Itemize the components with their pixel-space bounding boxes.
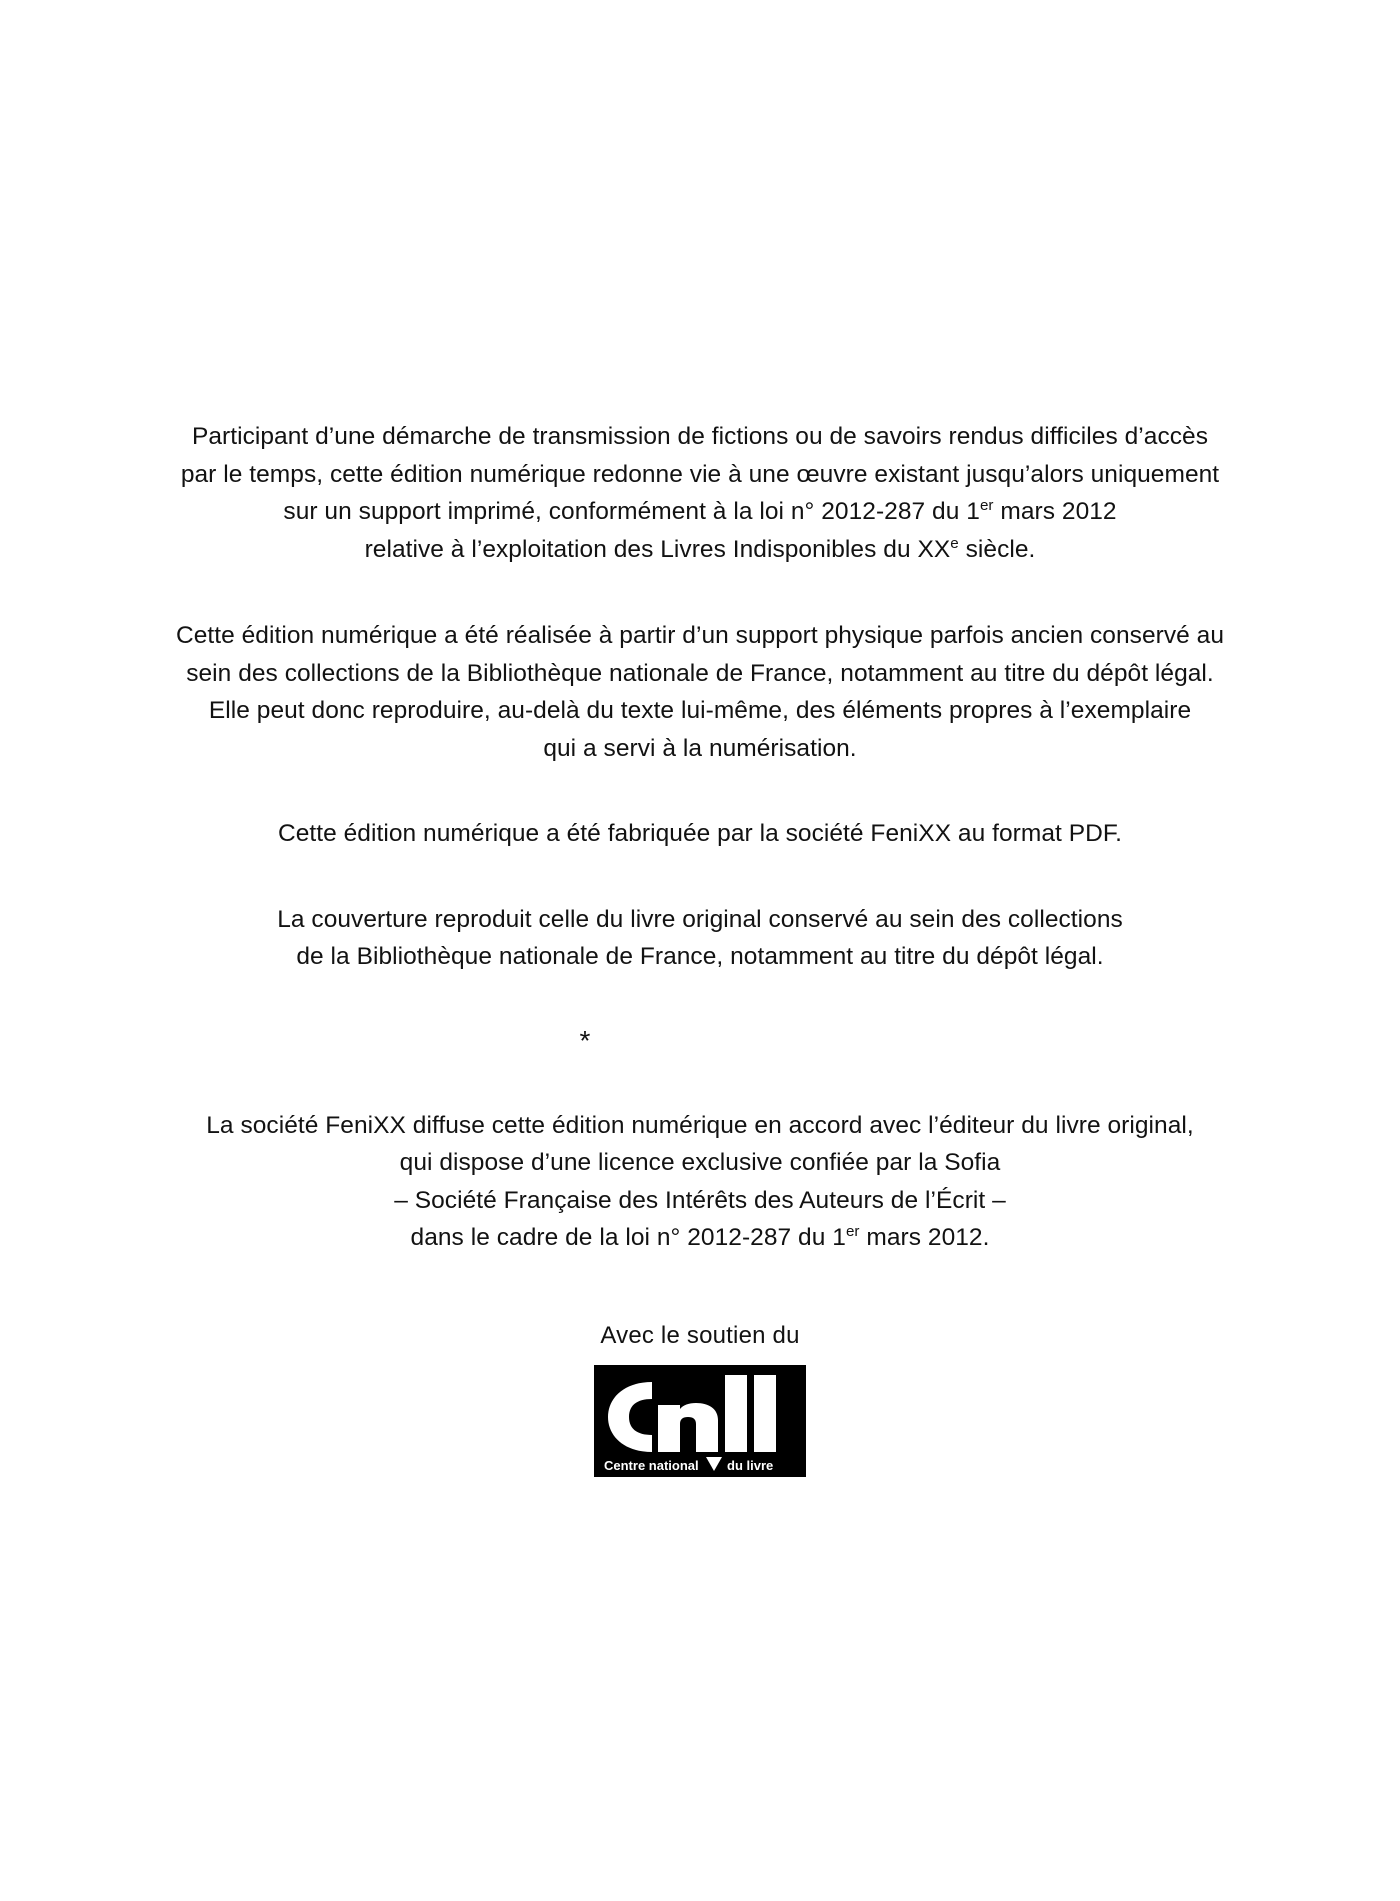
paragraph-line: Elle peut donc reproduire, au-delà du texte lui-même, des éléments propres à l’exemplaire	[208, 697, 1192, 724]
paragraph-line: La société FeniXX diffuse cette édition numérique en accord avec l’éditeur du livre original,	[206, 1111, 1194, 1139]
support-section	[0, 1321, 1400, 1477]
ordinal-suffix: e	[950, 534, 959, 552]
paragraph-cover-notice	[115, 901, 1285, 976]
ordinal-suffix: er	[845, 1222, 860, 1240]
support-label: Avec le soutien du	[600, 1321, 800, 1349]
paragraph-license-notice	[115, 1107, 1285, 1257]
paragraph-line: relative à l’exploitation des Livres Indisponibles du XXe siècle.	[364, 534, 1036, 563]
legal-notice-block	[0, 418, 1400, 1477]
paragraph-spacer	[0, 1058, 1400, 1107]
paragraph-line: de la Bibliothèque nationale de France, notamment au titre du dépôt légal.	[296, 943, 1104, 970]
paragraph-line: La couverture reproduit celle du livre original conservé au sein des collections	[277, 905, 1123, 933]
paragraph-physical-source-notice	[115, 617, 1285, 767]
paragraph-line: qui dispose d’une licence exclusive confiée par la Sofia	[399, 1149, 1001, 1176]
paragraph-line: sein des collections de la Bibliothèque nationale de France, notamment au titre du dépôt légal.	[186, 659, 1214, 687]
paragraph-line: dans le cadre de la loi n° 2012-287 du 1er mars 2012.	[410, 1222, 990, 1251]
paragraph-line: sur un support imprimé, conformément à la loi n° 2012-287 du 1er mars 2012	[283, 496, 1117, 525]
paragraph-line: qui a servi à la numérisation.	[543, 734, 857, 762]
ordinal-suffix: er	[979, 496, 994, 514]
paragraph-spacer	[0, 853, 1400, 901]
cnl-tagline-left: Centre national	[604, 1457, 699, 1473]
paragraph-line: – Société Française des Intérêts des Auteurs de l’Écrit –	[394, 1186, 1006, 1214]
paragraph-line: Cette édition numérique a été réalisée à partir d’un support physique parfois ancien conservé au	[175, 622, 1225, 649]
cnl-logo-icon	[594, 1365, 806, 1477]
paragraph-line: par le temps, cette édition numérique redonne vie à une œuvre existant jusqu’alors uniquement	[180, 460, 1220, 488]
cnl-logo	[594, 1365, 806, 1477]
paragraph-line: Cette édition numérique a été fabriquée par la société FeniXX au format PDF.	[277, 820, 1123, 847]
paragraph-spacer	[0, 976, 1400, 1024]
section-separator-asterisk: *	[579, 1024, 591, 1056]
paragraph-spacer	[0, 568, 1400, 617]
paragraph-transmission-notice	[115, 418, 1285, 568]
paragraph-format-notice	[115, 815, 1285, 853]
paragraph-line: Participant d’une démarche de transmission de fictions ou de savoirs rendus difficiles d’accès	[191, 423, 1209, 450]
paragraph-spacer	[0, 767, 1400, 815]
cnl-tagline-right: du livre	[727, 1457, 774, 1473]
